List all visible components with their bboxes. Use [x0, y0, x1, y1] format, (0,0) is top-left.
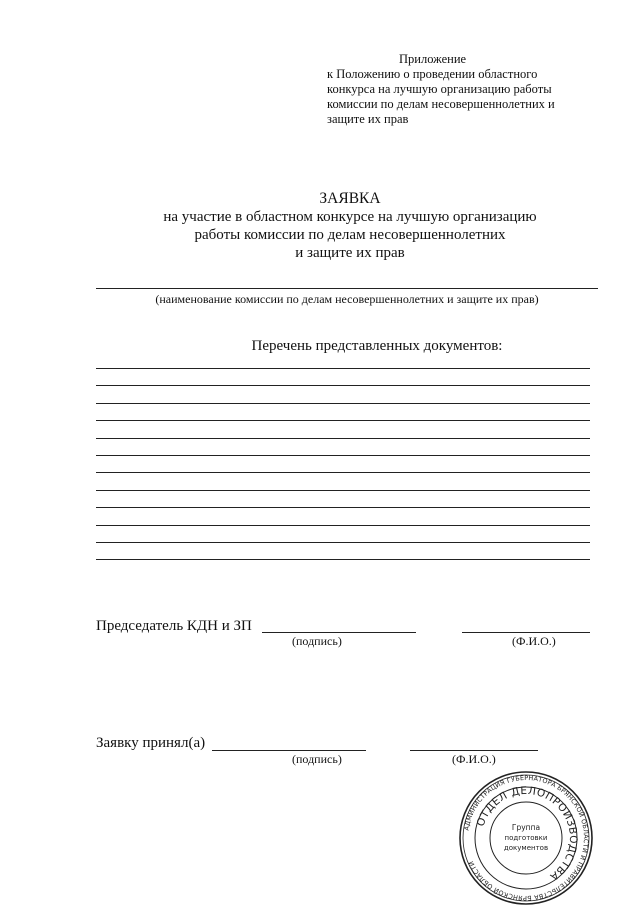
appendix-block — [327, 52, 577, 127]
stamp-outer-text: АДМИНИСТРАЦИЯ ГУБЕРНАТОРА БРЯНСКОЙ ОБЛАСТИ И ПРАВИТЕЛЬСТВА БРЯНСКОЙ ОБЛАСТИ — [462, 773, 591, 903]
receiver-label: Заявку принял(а) — [96, 735, 206, 751]
chairman-signature-field[interactable] — [262, 632, 416, 633]
stamp-center-line: подготовки — [504, 834, 548, 842]
document-entry-line[interactable] — [96, 368, 590, 369]
appendix-line: защите их прав — [327, 112, 409, 126]
document-entry-line[interactable] — [96, 472, 590, 473]
title-line: работы комиссии по делам несовершеннолетних — [194, 227, 506, 243]
receiver-signature-caption: (подпись) — [292, 752, 342, 766]
commission-name-field[interactable] — [96, 288, 598, 289]
receiver-signature-field[interactable] — [212, 750, 366, 751]
document-entry-line[interactable] — [96, 455, 590, 456]
appendix-line: комиссии по делам несовершеннолетних и — [327, 97, 555, 111]
document-entry-line[interactable] — [96, 385, 590, 386]
document-entry-line[interactable] — [96, 403, 590, 404]
document-title: ЗАЯВКА — [319, 190, 381, 207]
office-stamp — [458, 770, 594, 906]
title-line: на участие в областном конкурсе на лучшую организацию — [163, 209, 537, 225]
chairman-name-caption: (Ф.И.О.) — [512, 634, 556, 648]
appendix-line: к Положению о проведении областного — [327, 67, 538, 81]
document-entry-line[interactable] — [96, 507, 590, 508]
chairman-name-field[interactable] — [462, 632, 590, 633]
document-entry-line[interactable] — [96, 438, 590, 439]
receiver-name-caption: (Ф.И.О.) — [452, 752, 496, 766]
application-title-block — [100, 190, 600, 262]
stamp-center-line: Группа — [511, 823, 541, 832]
appendix-line: конкурса на лучшую организацию работы — [327, 82, 552, 96]
document-entry-line[interactable] — [96, 542, 590, 543]
stamp-center-line: документов — [503, 844, 549, 852]
stamp-inner-text: ОТДЕЛ ДЕЛОПРОИЗВОДСТВА — [474, 784, 580, 883]
stamp-seal-icon — [458, 770, 594, 906]
chairman-signature-caption: (подпись) — [292, 634, 342, 648]
receiver-name-field[interactable] — [410, 750, 538, 751]
document-entry-line[interactable] — [96, 525, 590, 526]
document-entry-line[interactable] — [96, 559, 590, 560]
commission-name-caption: (наименование комиссии по делам несовершеннолетних и защите их прав) — [155, 292, 539, 306]
appendix-heading: Приложение — [399, 52, 467, 66]
chairman-label: Председатель КДН и ЗП — [96, 618, 252, 634]
documents-heading: Перечень представленных документов: — [251, 338, 503, 354]
title-line: и защите их прав — [295, 245, 405, 261]
document-entry-line[interactable] — [96, 420, 590, 421]
document-entry-line[interactable] — [96, 490, 590, 491]
